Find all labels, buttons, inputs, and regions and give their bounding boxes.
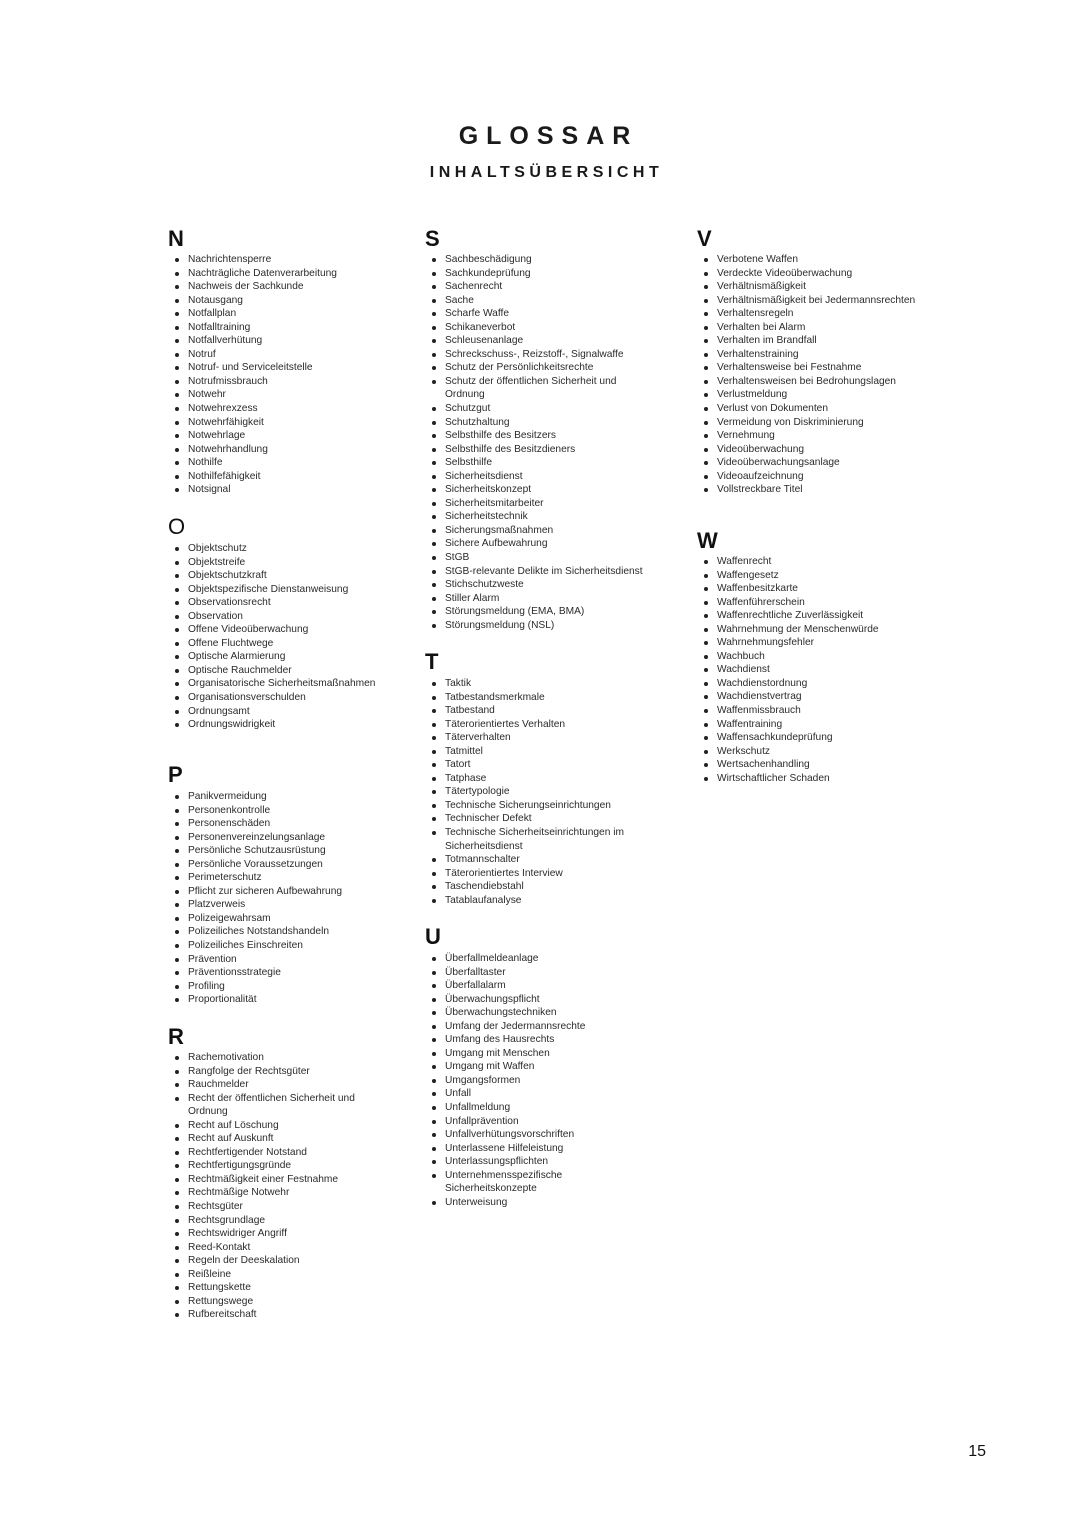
glossary-term: Videoüberwachung xyxy=(717,443,917,457)
glossary-term: Offene Videoüberwachung xyxy=(188,623,375,637)
glossary-term: Technischer Defekt xyxy=(445,812,645,826)
glossary-term: Waffengesetz xyxy=(717,569,879,583)
glossary-term: Unterlassungspflichten xyxy=(445,1155,645,1169)
glossary-term: Profiling xyxy=(188,980,342,994)
glossary-term: Überwachungstechniken xyxy=(445,1006,645,1020)
section-list-t xyxy=(425,677,645,907)
glossary-term: Polizeiliches Einschreiten xyxy=(188,939,342,953)
glossary-term: Recht auf Auskunft xyxy=(188,1132,388,1146)
glossary-term: Unfall xyxy=(445,1087,645,1101)
glossary-term: Objektschutz xyxy=(188,542,375,556)
glossary-term: Wertsachenhandling xyxy=(717,758,879,772)
glossary-term: Panikvermeidung xyxy=(188,790,342,804)
glossary-term: Schutz der öffentlichen Sicherheit und Ordnung xyxy=(445,375,645,402)
section-list-n xyxy=(168,253,337,497)
glossary-term: Verlustmeldung xyxy=(717,388,917,402)
glossary-term: Notwehr xyxy=(188,388,337,402)
glossary-term: Notrufmissbrauch xyxy=(188,375,337,389)
glossary-term: Schutz der Persönlichkeitsrechte xyxy=(445,361,645,375)
glossary-term: Organisationsverschulden xyxy=(188,691,375,705)
glossary-term: Waffensachkundeprüfung xyxy=(717,731,879,745)
glossary-term: Nachträgliche Datenverarbeitung xyxy=(188,267,337,279)
glossary-term: Organisatorische Sicherheitsmaßnahmen xyxy=(188,678,376,690)
glossary-term: Polizeigewahrsam xyxy=(188,912,342,926)
glossary-term: Umfang des Hausrechts xyxy=(445,1033,645,1047)
glossary-term: Rettungskette xyxy=(188,1281,388,1295)
glossary-term: Tatphase xyxy=(445,772,645,786)
glossary-term: Verhaltenstraining xyxy=(717,348,917,362)
section-list-s xyxy=(425,253,645,632)
glossary-term: Störungsmeldung (EMA, BMA) xyxy=(445,605,645,619)
glossary-term: Personenvereinzelungsanlage xyxy=(188,831,342,845)
glossary-term: Waffenrechtliche Zuverlässigkeit xyxy=(717,609,879,623)
glossary-term: Notausgang xyxy=(188,294,337,308)
glossary-term: Persönliche Schutzausrüstung xyxy=(188,844,342,858)
glossary-term: Schreckschuss-, Reizstoff-, Signalwaffe xyxy=(445,348,645,362)
glossary-term: Reed-Kontakt xyxy=(188,1241,388,1255)
glossary-term: Rechtmäßigkeit einer Festnahme xyxy=(188,1173,388,1187)
glossary-term: Tatort xyxy=(445,758,645,772)
glossary-term: Tatmittel xyxy=(445,745,645,759)
glossary-term: Wirtschaftlicher Schaden xyxy=(717,772,879,786)
glossary-term: Täterorientiertes Interview xyxy=(445,867,645,881)
glossary-term: Nothilfe xyxy=(188,456,337,470)
glossary-term: Wahrnehmungsfehler xyxy=(717,636,879,650)
glossary-term: Recht der öffentlichen Sicherheit und Ordnung xyxy=(188,1092,388,1119)
glossary-term: Verhaltensweise bei Festnahme xyxy=(717,361,917,375)
glossary-term: Rechtmäßige Notwehr xyxy=(188,1186,388,1200)
glossary-term: Nachweis der Sachkunde xyxy=(188,280,337,294)
glossary-term: Rechtswidriger Angriff xyxy=(188,1227,388,1241)
glossary-term: Nachrichtensperre xyxy=(188,253,337,267)
glossary-term: Überfalltaster xyxy=(445,966,645,980)
glossary-term: Verdeckte Videoüberwachung xyxy=(717,267,917,281)
glossary-term: Notwehrhandlung xyxy=(188,443,337,457)
glossary-term: Sachenrecht xyxy=(445,280,645,294)
glossary-term: Umgangsformen xyxy=(445,1074,645,1088)
glossary-term: Rauchmelder xyxy=(188,1078,388,1092)
section-list-v xyxy=(697,253,917,497)
glossary-term: Tatbestandsmerkmale xyxy=(445,691,645,705)
glossary-term: Sicherheitsmitarbeiter xyxy=(445,497,645,511)
glossary-term: Schutzhaltung xyxy=(445,416,645,430)
glossary-term: Videoüberwachungsanlage xyxy=(717,456,917,470)
glossary-term: Sachbeschädigung xyxy=(445,253,645,267)
glossary-term: Werkschutz xyxy=(717,745,879,759)
glossary-term: Umfang der Jedermannsrechte xyxy=(445,1020,645,1034)
glossary-term: Notwehrfähigkeit xyxy=(188,416,337,430)
glossary-term: Platzverweis xyxy=(188,898,342,912)
glossary-term: Verlust von Dokumenten xyxy=(717,402,917,416)
glossary-term: Sicherheitsdienst xyxy=(445,470,645,484)
glossary-term: Verhaltensweisen bei Bedrohungslagen xyxy=(717,375,917,389)
glossary-term: Tatablaufanalyse xyxy=(445,894,645,908)
glossary-term: Sachkundeprüfung xyxy=(445,267,645,281)
glossary-term: Unfallprävention xyxy=(445,1115,645,1129)
glossary-term: Technische Sicherungseinrichtungen xyxy=(445,799,645,813)
section-list-u xyxy=(425,952,645,1209)
glossary-term: Waffenrecht xyxy=(717,555,879,569)
glossary-term: Sache xyxy=(445,294,645,308)
glossary-term: Tatbestand xyxy=(445,704,645,718)
glossary-term: Notwehrexzess xyxy=(188,402,337,416)
glossary-term: Technische Sicherheitseinrichtungen im Sicherheitsdienst xyxy=(445,826,645,853)
page-number: 15 xyxy=(968,1443,986,1460)
glossary-term: Rettungswege xyxy=(188,1295,388,1309)
glossary-term: Persönliche Voraussetzungen xyxy=(188,858,342,872)
glossary-term: Sicherungsmaßnahmen xyxy=(445,524,645,538)
glossary-term: Objektstreife xyxy=(188,556,375,570)
glossary-term: Waffenbesitzkarte xyxy=(717,582,879,596)
glossary-term: Waffenmissbrauch xyxy=(717,704,879,718)
glossary-term: Stiller Alarm xyxy=(445,592,645,606)
glossary-term: Polizeiliches Notstandshandeln xyxy=(188,925,342,939)
glossary-term: Verhaltensregeln xyxy=(717,307,917,321)
glossary-term: StGB xyxy=(445,551,645,565)
glossary-term: Sicherheitstechnik xyxy=(445,510,645,524)
glossary-term: Unterweisung xyxy=(445,1196,645,1210)
glossary-term: Nothilfefähigkeit xyxy=(188,470,337,484)
glossary-term: Stichschutzweste xyxy=(445,578,645,592)
glossary-term: Unfallverhütungsvorschriften xyxy=(445,1128,645,1142)
section-list-p xyxy=(168,790,342,1007)
glossary-term: Verbotene Waffen xyxy=(717,253,917,267)
glossary-term: Rechtsgrundlage xyxy=(188,1214,388,1228)
glossary-term: Offene Fluchtwege xyxy=(188,637,375,651)
glossary-term: Störungsmeldung (NSL) xyxy=(445,619,645,633)
glossary-term: Notfallverhütung xyxy=(188,334,337,348)
glossary-term: Schutzgut xyxy=(445,402,645,416)
glossary-term: Vernehmung xyxy=(717,429,917,443)
glossary-term: Waffenführerschein xyxy=(717,596,879,610)
section-letter-v: V xyxy=(697,226,712,251)
glossary-term: Schleusenanlage xyxy=(445,334,645,348)
glossary-term: Objektschutzkraft xyxy=(188,569,375,583)
glossary-term: Umgang mit Menschen xyxy=(445,1047,645,1061)
glossary-term: Selbsthilfe des Besitzers xyxy=(445,429,645,443)
section-letter-o: O xyxy=(168,514,186,539)
glossary-term: Observation xyxy=(188,610,375,624)
glossary-term: Überwachungspflicht xyxy=(445,993,645,1007)
glossary-term: Sichere Aufbewahrung xyxy=(445,537,645,551)
glossary-term: Personenkontrolle xyxy=(188,804,342,818)
glossary-term: Notwehrlage xyxy=(188,429,337,443)
glossary-term: Rangfolge der Rechtsgüter xyxy=(188,1065,388,1079)
glossary-term: Notruf- und Serviceleitstelle xyxy=(188,361,337,375)
section-list-r xyxy=(168,1051,388,1322)
glossary-term: Totmannschalter xyxy=(445,853,645,867)
section-letter-s: S xyxy=(425,226,440,251)
glossary-term: Vollstreckbare Titel xyxy=(717,483,917,497)
glossary-term: Rachemotivation xyxy=(188,1051,388,1065)
glossary-term: Taktik xyxy=(445,677,645,691)
glossary-term: Observationsrecht xyxy=(188,596,375,610)
glossary-term: Pflicht zur sicheren Aufbewahrung xyxy=(188,885,343,897)
glossary-term: Überfallalarm xyxy=(445,979,645,993)
glossary-term: Notruf xyxy=(188,348,337,362)
section-letter-t: T xyxy=(425,649,439,674)
glossary-term: Notsignal xyxy=(188,483,337,497)
glossary-term: Proportionalität xyxy=(188,993,342,1007)
glossary-term: Videoaufzeichnung xyxy=(717,470,917,484)
glossary-term: Regeln der Deeskalation xyxy=(188,1254,388,1268)
glossary-term: Objektspezifische Dienstanweisung xyxy=(188,583,375,597)
section-letter-p: P xyxy=(168,762,183,787)
glossary-term: Wachdienst xyxy=(717,663,879,677)
glossary-term: Scharfe Waffe xyxy=(445,307,645,321)
glossary-term: Wachdienstvertrag xyxy=(717,690,879,704)
glossary-term: Rufbereitschaft xyxy=(188,1308,388,1322)
glossary-term: Rechtfertigender Notstand xyxy=(188,1146,388,1160)
glossary-term: Ordnungswidrigkeit xyxy=(188,718,375,732)
glossary-term: Verhalten im Brandfall xyxy=(717,334,917,348)
section-letter-u: U xyxy=(425,924,441,949)
glossary-term: Recht auf Löschung xyxy=(188,1119,388,1133)
glossary-term: Waffentraining xyxy=(717,718,879,732)
glossary-term: Überfallmeldeanlage xyxy=(445,952,645,966)
glossary-term: Schikaneverbot xyxy=(445,321,645,335)
glossary-term: Optische Alarmierung xyxy=(188,650,375,664)
glossary-term: Selbsthilfe xyxy=(445,456,645,470)
glossary-term: StGB-relevante Delikte im Sicherheitsdienst xyxy=(445,565,645,579)
glossary-term: Täterverhalten xyxy=(445,731,645,745)
section-list-w xyxy=(697,555,879,785)
glossary-term: Umgang mit Waffen xyxy=(445,1060,645,1074)
glossary-term: Optische Rauchmelder xyxy=(188,664,375,678)
glossary-term: Selbsthilfe des Besitzdieners xyxy=(445,443,645,457)
glossary-term: Reißleine xyxy=(188,1268,388,1282)
glossary-term: Wahrnehmung der Menschenwürde xyxy=(717,623,879,635)
glossary-term: Notfallplan xyxy=(188,307,337,321)
glossary-term: Sicherheitskonzept xyxy=(445,483,645,497)
section-letter-w: W xyxy=(697,528,718,553)
glossary-term: Unterlassene Hilfeleistung xyxy=(445,1142,645,1156)
glossary-term: Verhalten bei Alarm xyxy=(717,321,917,335)
glossary-term: Perimeterschutz xyxy=(188,871,342,885)
page-subtitle: INHALTSÜBERSICHT xyxy=(429,164,664,181)
glossary-term: Ordnungsamt xyxy=(188,705,375,719)
glossary-term: Unternehmensspezifische Sicherheitskonzepte xyxy=(445,1169,645,1196)
section-letter-n: N xyxy=(168,226,184,251)
glossary-term: Verhältnismäßigkeit xyxy=(717,280,917,294)
glossary-term: Verhältnismäßigkeit bei Jedermannsrechten xyxy=(717,294,916,306)
glossary-term: Taschendiebstahl xyxy=(445,880,645,894)
glossary-term: Notfalltraining xyxy=(188,321,337,335)
page-title: GLOSSAR xyxy=(458,122,639,150)
glossary-term: Tätertypologie xyxy=(445,785,645,799)
glossary-term: Täterorientiertes Verhalten xyxy=(445,718,645,732)
glossary-term: Personenschäden xyxy=(188,817,342,831)
glossary-term: Wachdienstordnung xyxy=(717,677,879,691)
section-list-o xyxy=(168,542,375,732)
glossary-term: Präventionsstrategie xyxy=(188,966,342,980)
glossary-term: Unfallmeldung xyxy=(445,1101,645,1115)
glossary-term: Prävention xyxy=(188,953,342,967)
glossary-term: Rechtsgüter xyxy=(188,1200,388,1214)
glossary-term: Rechtfertigungsgründe xyxy=(188,1159,388,1173)
glossary-term: Vermeidung von Diskriminierung xyxy=(717,416,917,430)
section-letter-r: R xyxy=(168,1024,184,1049)
glossary-term: Wachbuch xyxy=(717,650,879,664)
